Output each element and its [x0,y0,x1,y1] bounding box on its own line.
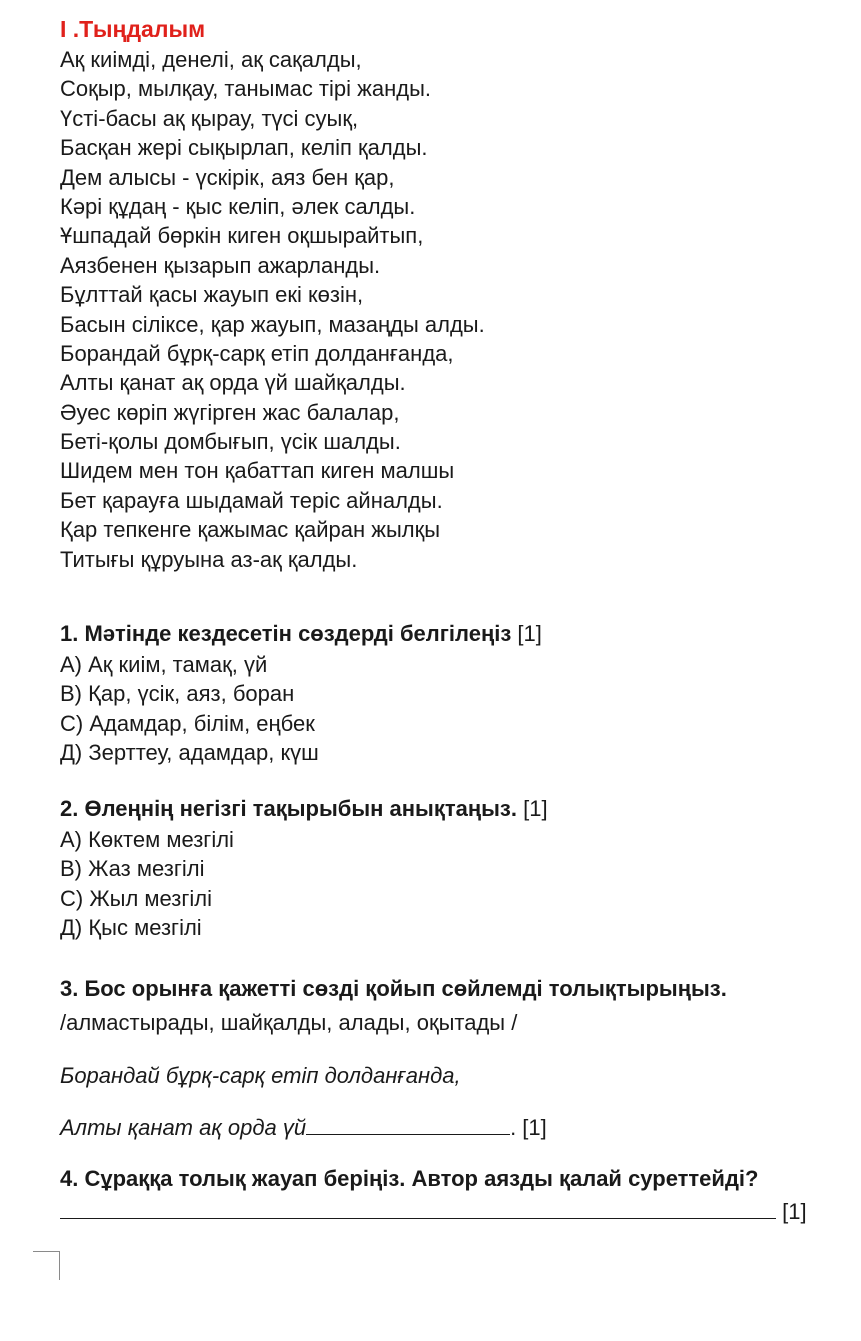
question-4-title [60,1166,758,1192]
poem-line: Алты қанат ақ орда үй шайқалды. [60,370,406,396]
poem-line: Басын сіліксе, қар жауып, мазаңды алды. [60,311,485,337]
poem-line: Беті-қолы домбығып, үсік шалды. [60,429,401,455]
answer-option: С) Жыл мезгілі [60,885,213,911]
poem-line: Басқан жері сықырлап, келіп қалды. [60,135,428,161]
question-1-options [60,650,319,768]
poem-text [60,45,485,574]
poem-line: Қар тепкенге қажымас қайран жылқы [60,517,441,543]
answer-option: С) Адамдар, білім, еңбек [60,710,315,736]
answer-option: А) Ақ киім, тамақ, үй [60,652,268,677]
question-3-title [60,976,727,1002]
poem-line: Борандай бұрқ-сарқ етіп долданғанда, [60,340,454,366]
poem-line: Үсті-басы ақ қырау, түсі суық, [60,105,359,131]
question-3-line-1: Борандай бұрқ-сарқ етіп долданғанда, [60,1063,461,1088]
poem-line: Кәрі құдаң - қыс келіп, әлек салды. [60,193,416,219]
answer-option: Д) Зерттеу, адамдар, күш [60,740,319,766]
question-2-options [60,825,234,943]
question-3-mark: . [1] [510,1115,547,1140]
question-2-title [60,796,548,822]
question-1-title [60,621,542,647]
section-title: І .Тыңдалым [60,16,206,42]
answer-blank[interactable] [60,1198,776,1219]
question-3-line-2-text: Алты қанат ақ орда үй [60,1115,307,1140]
question-4-answer-line [60,1198,807,1225]
poem-line: Ақ киімді, денелі, ақ сақалды, [60,47,362,72]
question-1-mark: [1] [511,621,542,646]
poem-line: Дем алысы - үскірік, аяз бен қар, [60,164,395,190]
answer-blank[interactable] [306,1114,510,1135]
answer-option: Д) Қыс мезгілі [60,915,202,941]
poem-line: Титығы құруына аз-ақ қалды. [60,546,358,572]
answer-option: В) Қар, үсік, аяз, боран [60,681,295,707]
poem-line: Әуес көріп жүгірген жас балалар, [60,399,400,425]
question-3-line-2 [60,1114,547,1141]
poem-line: Шидем мен тон қабаттап киген малшы [60,458,455,484]
question-3-text: 3. Бос орынға қажетті сөзді қойып сөйлемді толықтырыңыз. [60,976,727,1001]
question-4-mark: [1] [776,1199,807,1224]
poem-line: Ұшпадай бөркін киген оқшырайтып, [60,223,424,249]
poem-line: Аязбенен қызарып ажарланды. [60,252,381,278]
question-4-text: 4. Сұраққа толық жауап беріңіз. Автор аязды қалай суреттейді? [60,1166,759,1191]
answer-option: А) Көктем мезгілі [60,827,234,852]
poem-line: Соқыр, мылқау, танымас тірі жанды. [60,76,431,102]
question-2-text: 2. Өлеңнің негізгі тақырыбын анықтаңыз. [60,796,517,821]
question-2-mark: [1] [516,796,548,821]
question-1-text: 1. Мәтінде кездесетін сөздерді белгілеңіз [60,621,512,646]
answer-option: В) Жаз мезгілі [60,856,205,882]
poem-line: Бұлттай қасы жауып екі көзін, [60,282,364,308]
question-3-choices: /алмастырады, шайқалды, алады, оқытады / [60,1010,518,1035]
page-corner-mark [33,1251,60,1280]
poem-line: Бет қарауға шыдамай теріс айналды. [60,487,443,513]
